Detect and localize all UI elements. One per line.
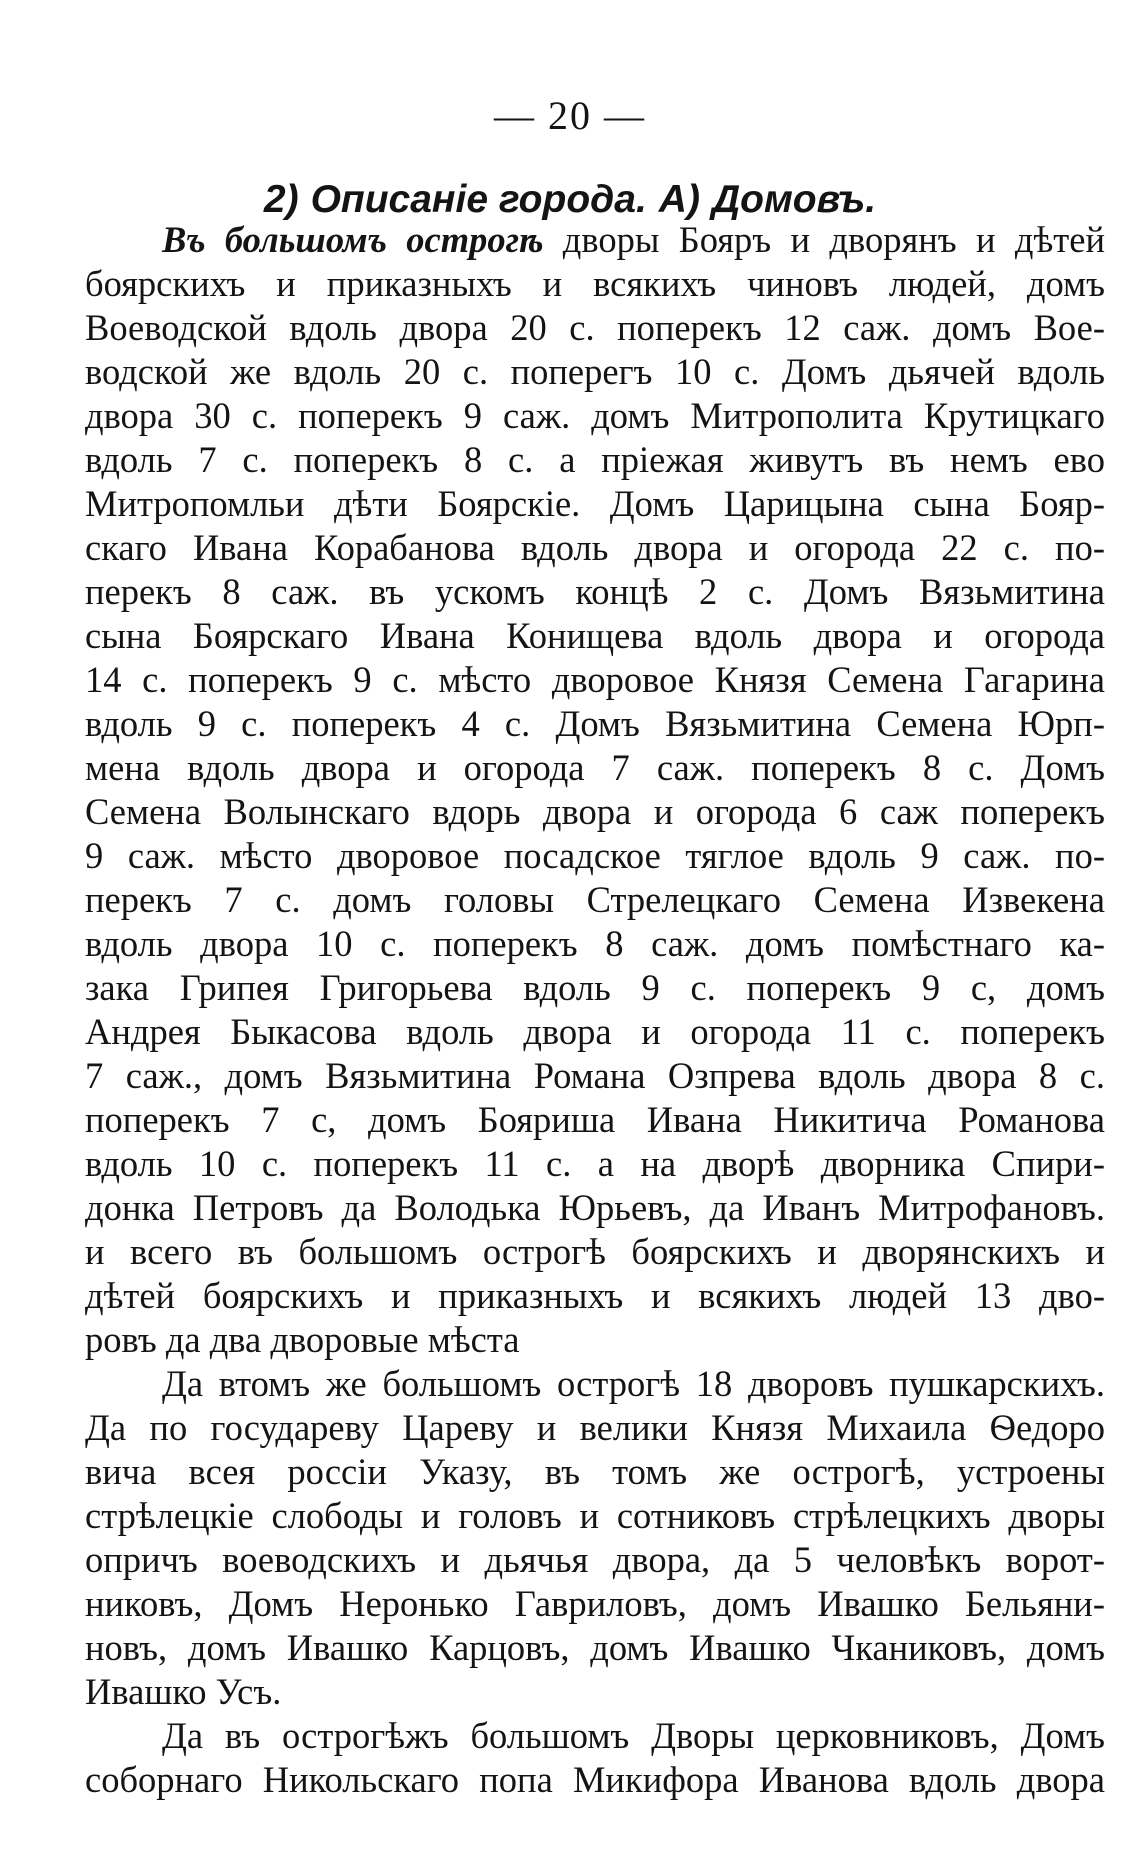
text-line — [85, 1582, 1105, 1626]
line-text: вдоль 7 с. поперекъ 8 с. а пріежая живутъ въ немъ ево — [85, 439, 1105, 480]
line-text: Да въ острогѣжъ большомъ Дворы церковниковъ, Домъ — [162, 1715, 1105, 1756]
text-line — [85, 1142, 1105, 1186]
text-line — [162, 218, 1105, 262]
text-line — [85, 1758, 1105, 1802]
line-text: скаго Ивана Корабанова вдоль двора и огорода 22 с. по- — [85, 527, 1105, 568]
line-text: донка Петровъ да Володька Юрьевъ, да Иванъ Митрофановъ. — [85, 1187, 1105, 1228]
line-text: вдоль двора 10 с. поперекъ 8 саж. домъ помѣстнаго ка- — [85, 923, 1105, 964]
text-line — [85, 878, 1105, 922]
text-line — [85, 614, 1105, 658]
line-text: боярскихъ и приказныхъ и всякихъ чиновъ людей, домъ — [85, 263, 1105, 304]
text-line — [85, 658, 1105, 702]
line-text: Семена Волынскаго вдорь двора и огорода 6 саж поперекъ — [85, 791, 1105, 832]
line-text: вдоль 9 с. поперекъ 4 с. Домъ Вязьмитина Семена Юрп- — [85, 703, 1105, 744]
line-text: мена вдоль двора и огорода 7 саж. поперекъ 8 с. Домъ — [85, 747, 1105, 788]
line-text: вича всея россіи Указу, въ томъ же острогѣ, устроены — [85, 1451, 1105, 1492]
line-text: Митропомльи дѣти Боярскіе. Домъ Царицына сына Бояр- — [85, 483, 1105, 524]
section-title: Описаніе города. — [310, 178, 647, 221]
subsection-title: Домовъ. — [711, 178, 877, 221]
text-line — [162, 1362, 1105, 1406]
text-line — [85, 1406, 1105, 1450]
line-text: новъ, домъ Ивашко Карцовъ, домъ Ивашко Чканиковъ, домъ — [85, 1627, 1105, 1668]
line-text: соборнаго Никольскаго попа Микифора Иванова вдоль двора — [85, 1759, 1105, 1800]
text-line — [85, 262, 1105, 306]
text-line — [85, 306, 1105, 350]
text-line — [85, 350, 1105, 394]
line-text: 14 с. поперекъ 9 с. мѣсто дворовое Князя Семена Гагарина — [85, 659, 1105, 700]
line-text: опричъ воеводскихъ и дьячья двора, да 5 человѣкъ ворот- — [85, 1539, 1105, 1580]
subsection-letter: А) — [658, 178, 700, 221]
line-text: Да по государеву Цареву и велики Князя Михаила Ѳедоро — [85, 1407, 1105, 1448]
line-text: поперекъ 7 с, домъ Бояриша Ивана Никитича Романова — [85, 1099, 1105, 1140]
text-line — [85, 1450, 1105, 1494]
line-text: перекъ 8 саж. въ ускомъ концѣ 2 с. Домъ Вязьмитина — [85, 571, 1105, 612]
text-line — [85, 1230, 1105, 1274]
text-line — [85, 1626, 1105, 1670]
line-text: водской же вдоль 20 с. поперегъ 10 с. Домъ дьячей вдоль — [85, 351, 1105, 392]
section-heading — [0, 178, 1140, 222]
line-text: дворы Бояръ и дворянъ и дѣтей — [543, 219, 1105, 260]
text-line — [85, 394, 1105, 438]
line-text: зака Грипея Григорьева вдоль 9 с. поперекъ 9 с, домъ — [85, 967, 1105, 1008]
line-text: перекъ 7 с. домъ головы Стрелецкаго Семена Извекена — [85, 879, 1105, 920]
section-number: 2) — [263, 178, 299, 221]
text-line — [85, 1054, 1105, 1098]
page-number: — 20 — — [494, 93, 646, 138]
text-line — [85, 1494, 1105, 1538]
text-line — [85, 570, 1105, 614]
line-text: дѣтей боярскихъ и приказныхъ и всякихъ людей 13 дво- — [85, 1275, 1105, 1316]
text-line — [85, 1274, 1105, 1318]
text-line — [85, 1186, 1105, 1230]
line-text: сына Боярскаго Ивана Конищева вдоль двора и огорода — [85, 615, 1105, 656]
text-line — [85, 526, 1105, 570]
line-text: Ивашко Усъ. — [85, 1671, 282, 1712]
line-text: Да втомъ же большомъ острогѣ 18 дворовъ пушкарскихъ. — [162, 1363, 1105, 1404]
line-text: двора 30 с. поперекъ 9 саж. домъ Митрополита Крутицкаго — [85, 395, 1105, 436]
line-text: и всего въ большомъ острогѣ боярскихъ и дворянскихъ и — [85, 1231, 1105, 1272]
text-line — [85, 746, 1105, 790]
line-text: Воеводской вдоль двора 20 с. поперекъ 12 саж. домъ Вое- — [85, 307, 1105, 348]
line-text: 7 саж., домъ Вязьмитина Романа Озпрева вдоль двора 8 с. — [85, 1055, 1105, 1096]
text-line — [85, 702, 1105, 746]
text-line — [85, 966, 1105, 1010]
text-line — [85, 1670, 1105, 1714]
text-line — [85, 1098, 1105, 1142]
text-line — [85, 438, 1105, 482]
line-text: Андрея Быкасова вдоль двора и огорода 11 с. поперекъ — [85, 1011, 1105, 1052]
text-line — [85, 1010, 1105, 1054]
text-line — [85, 790, 1105, 834]
text-line — [85, 482, 1105, 526]
line-text: вдоль 10 с. поперекъ 11 с. а на дворѣ дворника Спири- — [85, 1143, 1105, 1184]
text-line — [85, 1538, 1105, 1582]
text-line — [85, 1318, 1105, 1362]
text-line — [162, 1714, 1105, 1758]
text-line — [85, 922, 1105, 966]
text-line — [85, 834, 1105, 878]
line-text: 9 саж. мѣсто дворовое посадское тяглое вдоль 9 саж. по- — [85, 835, 1105, 876]
emphasized-phrase: Въ большомъ острогѣ — [162, 219, 544, 260]
line-text: никовъ, Домъ Неронько Гавриловъ, домъ Ивашко Бельяни- — [85, 1583, 1105, 1624]
line-text: ровъ да два дворовые мѣста — [85, 1319, 520, 1360]
line-text: стрѣлецкіе слободы и головъ и сотниковъ стрѣлецкихъ дворы — [85, 1495, 1105, 1536]
